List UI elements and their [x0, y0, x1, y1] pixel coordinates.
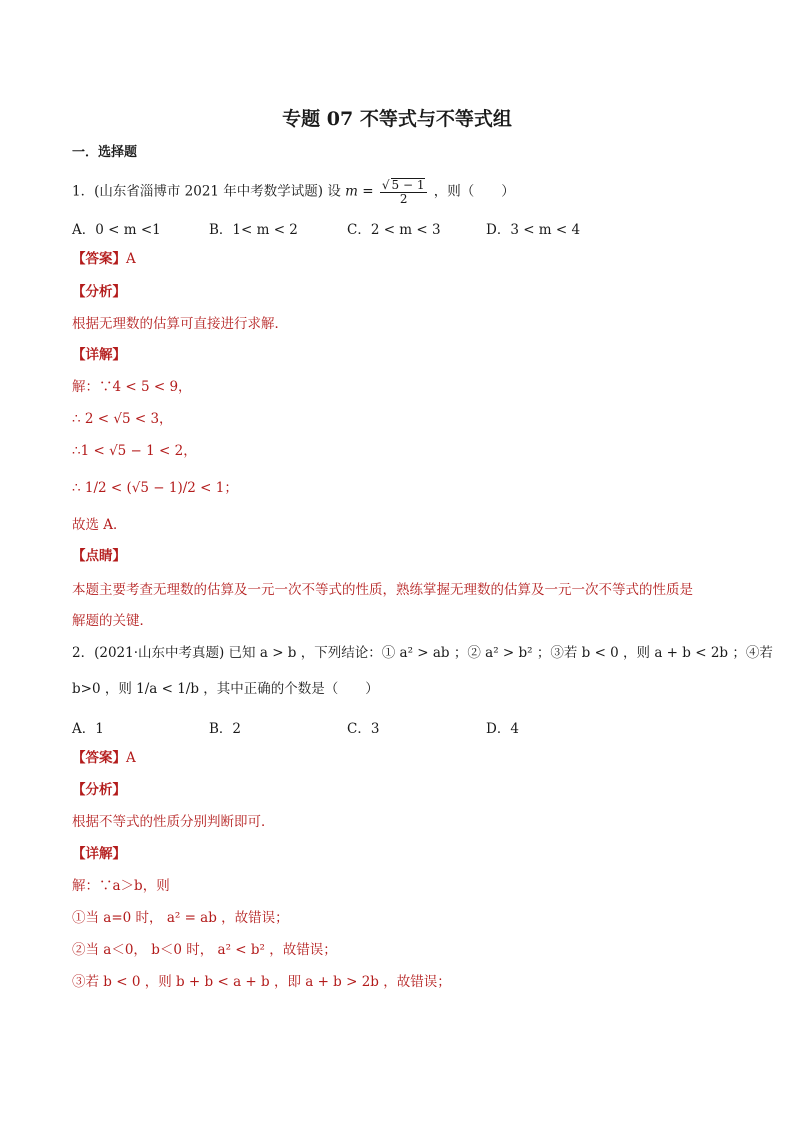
q1-analysis-tag: 【分析】 [72, 284, 126, 300]
q1-option-c: C．2 < m < 3 [347, 222, 441, 238]
q1-conclusion: 故选 A． [72, 517, 127, 533]
q1-analysis-text: 根据无理数的估算可直接进行求解． [72, 316, 288, 332]
page-title: 专题 07 不等式与不等式组 [282, 108, 512, 130]
q2-stem-line-1: 2．(2021·山东中考真题) 已知 a > b ，下列结论：① a² > ab ；② a² > b² ；③若 b < 0 ，则 a + b < 2b ；④若 [72, 645, 773, 661]
q2-option-a: A．1 [72, 721, 104, 737]
answer-tag: 【答案】 [72, 251, 126, 267]
q1-stem [72, 178, 515, 206]
q1-stem-suffix: ，则（ ） [433, 183, 515, 200]
q2-detail-tag: 【详解】 [72, 846, 126, 862]
answer-value: A [126, 251, 136, 267]
q1-frac-denominator: 2 [399, 192, 408, 206]
q1-option-b: B．1< m < 2 [209, 222, 298, 238]
q1-point-line-1: 本题主要考查无理数的估算及一元一次不等式的性质，熟练掌握无理数的估算及一元一次不等式的性质是 [72, 582, 693, 598]
q2-stem-line-2: b>0 ，则 1/a < 1/b ，其中正确的个数是（ ） [72, 681, 379, 697]
q1-detail-line-4: ∴ 1/2 < (√5 − 1)/2 < 1； [72, 480, 238, 496]
q1-option-d: D．3 < m < 4 [486, 222, 581, 238]
q1-detail-line-3: ∴1 < √5 − 1 < 2， [72, 443, 197, 459]
q2-detail-line-3: ②当 a＜0， b＜0 时， a² < b² ，故错误； [72, 942, 337, 958]
q2-option-b: B．2 [209, 721, 242, 737]
q2-option-c: C．3 [347, 721, 380, 737]
q1-var-m: m [345, 183, 358, 200]
q2-answer [72, 748, 136, 768]
answer-tag: 【答案】 [72, 750, 126, 766]
q1-point-tag: 【点睛】 [72, 548, 126, 564]
q1-frac-numerator: 5 − 1 [391, 178, 425, 192]
answer-value: A [126, 750, 136, 766]
q1-detail-tag: 【详解】 [72, 347, 126, 363]
q2-detail-line-2: ①当 a=0 时， a² = ab ，故错误； [72, 910, 289, 926]
q1-fraction [380, 178, 428, 206]
q2-detail-line-1: 解：∵a＞b，则 [72, 878, 170, 894]
q1-eq: = [362, 183, 374, 200]
q1-detail-line-2: ∴ 2 < √5 < 3， [72, 411, 173, 427]
q2-option-d: D．4 [486, 721, 519, 737]
q1-point-line-2: 解题的关键． [72, 613, 153, 629]
sqrt-symbol-icon: √ [381, 178, 390, 192]
q1-detail-line-1: 解：∵4 < 5 < 9， [72, 379, 192, 395]
q2-analysis-text: 根据不等式的性质分别判断即可． [72, 814, 275, 830]
q1-answer [72, 249, 136, 269]
q1-option-a: A．0 < m <1 [72, 222, 161, 238]
q2-detail-line-4: ③若 b < 0 ，则 b + b < a + b ，即 a + b > 2b ，故错误； [72, 974, 451, 990]
q1-stem-prefix: 1．(山东省淄博市 2021 年中考数学试题) 设 [72, 183, 341, 200]
section-heading: 一．选择题 [72, 145, 138, 160]
q2-analysis-tag: 【分析】 [72, 782, 126, 798]
